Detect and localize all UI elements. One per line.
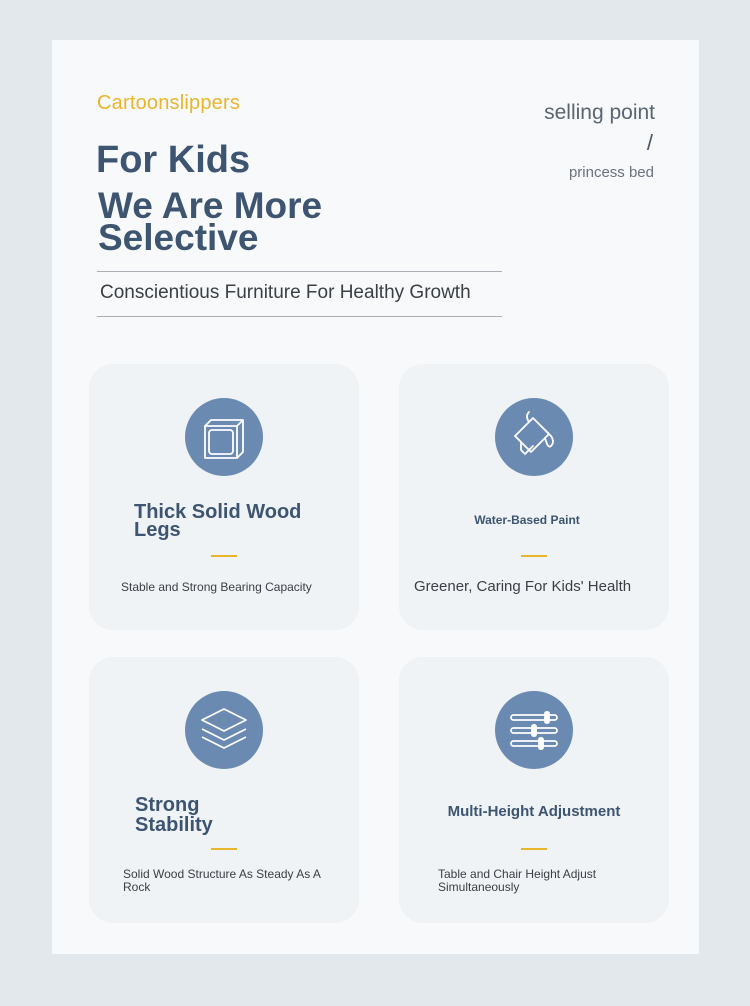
selling-point-divider: / (646, 130, 653, 155)
feature-description: Table and Chair Height Adjust Simultaneously (438, 867, 597, 894)
feature-title: Strong Stability (135, 794, 213, 836)
layers-icon (185, 691, 263, 769)
product-page (52, 40, 699, 954)
product-name: princess bed (568, 164, 654, 181)
accent-dash (521, 555, 547, 557)
tagline: Conscientious Furniture For Healthy Growth (100, 282, 471, 303)
accent-dash (521, 848, 547, 850)
feature-card-water-based-paint (399, 364, 669, 630)
tagline-rule-bottom (97, 316, 502, 317)
headline-line2: We Are More Selective (98, 185, 323, 258)
selling-point-label: selling point (544, 101, 655, 124)
feature-title: Multi-Height Adjustment (447, 803, 621, 820)
feature-card-solid-wood-legs (89, 364, 359, 630)
paint-bucket-icon (495, 398, 573, 476)
accent-dash (211, 555, 237, 557)
feature-description: Greener, Caring For Kids' Health (414, 578, 632, 595)
feature-title: Water-Based Paint (474, 513, 580, 527)
tagline-rule-top (97, 271, 502, 272)
cube-icon (185, 398, 263, 476)
headline-line1: For Kids (96, 139, 251, 181)
sliders-icon (495, 691, 573, 769)
feature-title: Thick Solid Wood Legs (134, 501, 302, 541)
feature-description: Solid Wood Structure As Steady As A Rock (123, 867, 321, 894)
brand-name: Cartoonslippers (97, 92, 241, 114)
feature-description: Stable and Strong Bearing Capacity (121, 580, 312, 594)
feature-card-height-adjustment (399, 657, 669, 923)
feature-card-strong-stability (89, 657, 359, 923)
accent-dash (211, 848, 237, 850)
